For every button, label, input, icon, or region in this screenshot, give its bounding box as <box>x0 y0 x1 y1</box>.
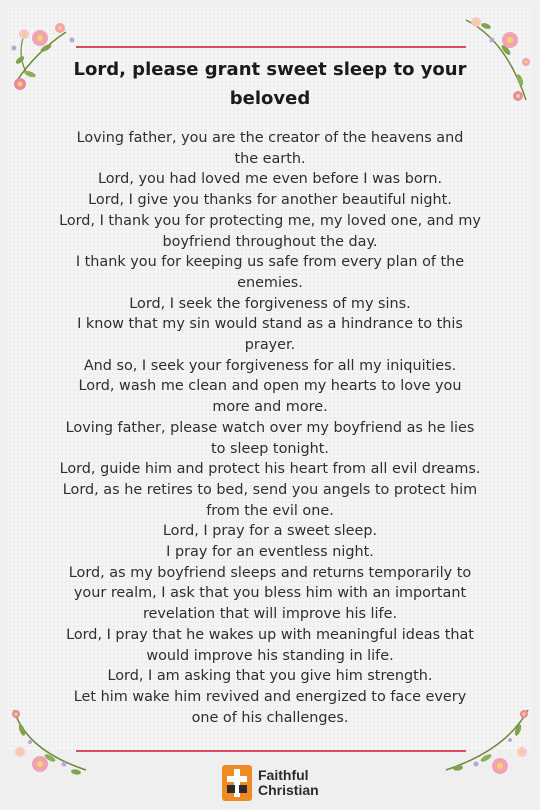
prayer-line: I know that my sin would stand as a hindrance to this <box>77 316 463 333</box>
prayer-line: Lord, as my boyfriend sleeps and returns temporarily to <box>68 564 472 581</box>
prayer-text <box>30 128 510 728</box>
prayer-line: enemies. <box>237 274 303 291</box>
prayer-line: the earth. <box>234 150 306 167</box>
prayer-line: Loving father, you are the creator of the heavens and <box>76 130 464 146</box>
prayer-line: from the evil one. <box>206 502 334 519</box>
bottom-divider <box>76 750 466 752</box>
prayer-line: prayer. <box>244 337 296 354</box>
prayer-line: Lord, I give you thanks for another beautiful night. <box>88 192 452 209</box>
prayer-line: would improve his standing in life. <box>146 647 394 664</box>
prayer-line: one of his challenges. <box>191 709 349 726</box>
prayer-line: Lord, I pray that he wakes up with meaningful ideas that <box>66 626 474 643</box>
prayer-line: Lord, guide him and protect his heart from all evil dreams. <box>59 461 481 478</box>
prayer-line: I pray for an eventless night. <box>166 544 374 561</box>
prayer-line: boyfriend throughout the day. <box>162 233 378 250</box>
prayer-line: Lord, I seek the forgiveness of my sins. <box>129 295 411 312</box>
top-divider <box>76 46 466 48</box>
prayer-line: Lord, I thank you for protecting me, my loved one, and my <box>59 212 481 229</box>
brand-line-1: Faithful <box>258 767 309 783</box>
prayer-line: I thank you for keeping us safe from every plan of the <box>75 254 465 271</box>
prayer-line: more and more. <box>212 399 328 416</box>
prayer-line: Loving father, please watch over my boyfriend as he lies <box>65 419 475 436</box>
prayer-line: Lord, I pray for a sweet sleep. <box>162 523 378 540</box>
prayer-line: revelation that will improve his life. <box>142 606 398 623</box>
title-line: Lord, please grant sweet sleep to your <box>73 59 467 80</box>
cross-logo-icon <box>222 765 252 801</box>
prayer-line: your realm, I ask that you bless him with an important <box>73 585 467 602</box>
prayer-line: Let him wake him revived and energized to face every <box>73 688 467 705</box>
prayer-line: Lord, wash me clean and open my hearts to love you <box>78 378 462 395</box>
brand-logo <box>222 764 319 802</box>
brand-name <box>258 768 319 798</box>
brand-line-2: Christian <box>258 782 319 798</box>
prayer-line: Lord, you had loved me even before I was born. <box>97 171 443 188</box>
prayer-line: Lord, as he retires to bed, send you angels to protect him <box>62 481 478 498</box>
prayer-line: And so, I seek your forgiveness for all my iniquities. <box>83 357 457 374</box>
page-title <box>40 55 500 113</box>
prayer-line: Lord, I am asking that you give him strength. <box>107 668 433 685</box>
prayer-line: to sleep tonight. <box>211 440 329 457</box>
title-line: beloved <box>229 88 311 109</box>
